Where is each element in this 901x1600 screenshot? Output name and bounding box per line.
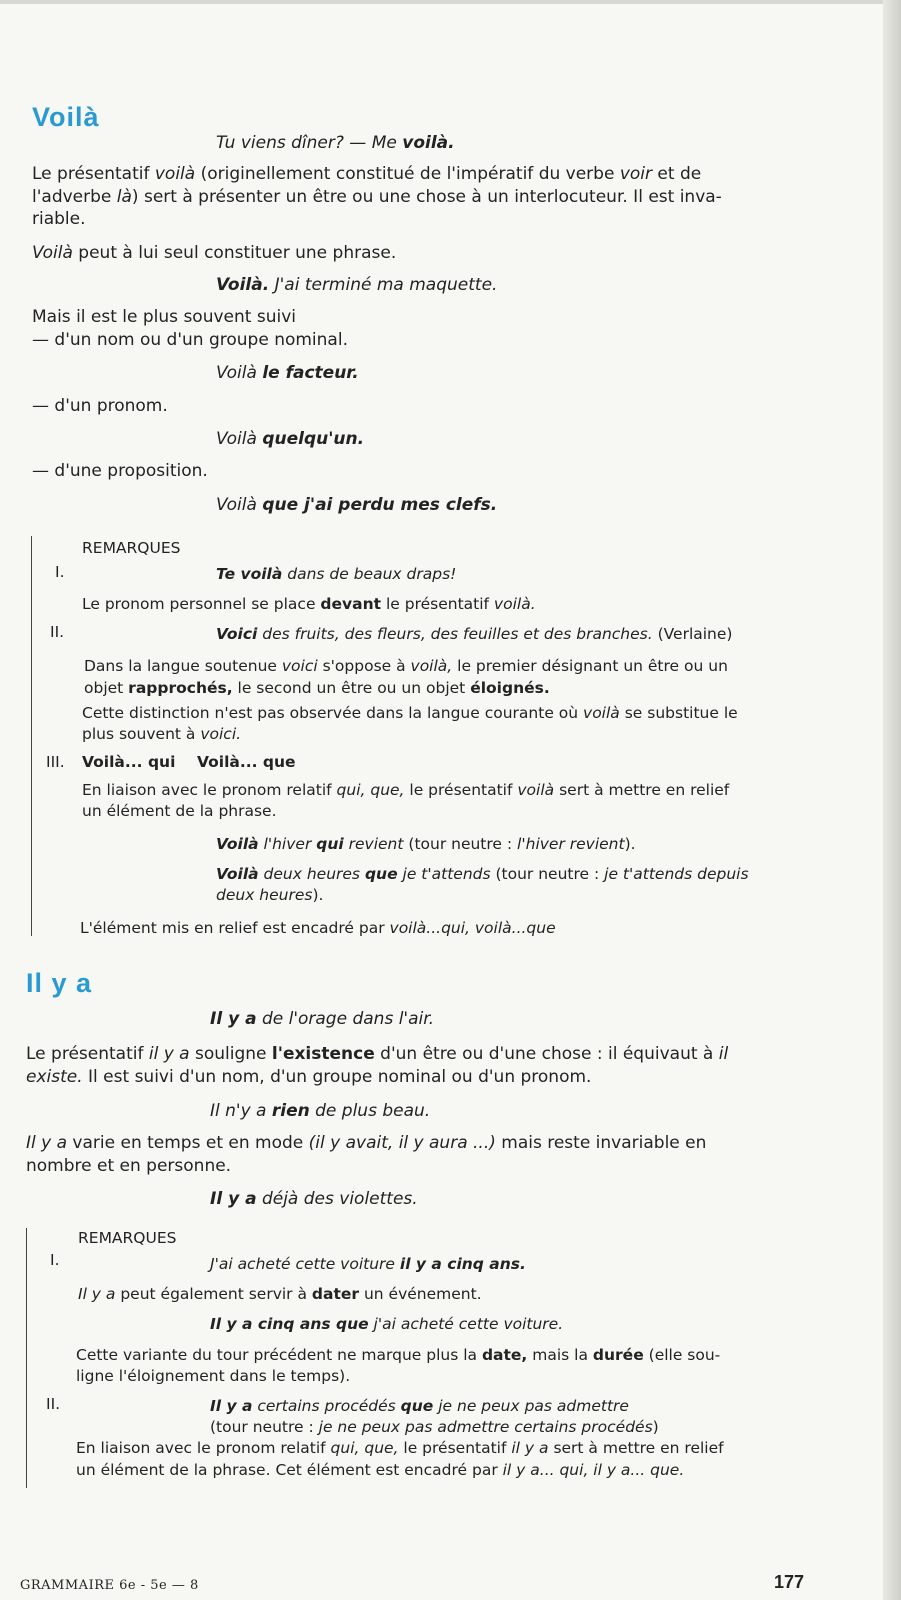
remarque-example: Il y a cinq ans que j'ai acheté cette voiture. [210,1315,564,1333]
ilya-line-1: Le présentatif il y a souligne l'existence d'un être ou d'une chose : il équivaut à il [26,1044,729,1064]
remarque-example: deux heures). [216,886,324,904]
remarques-rule-ilya [26,1228,27,1488]
remarque-number: II. [50,623,65,641]
voila-intro-line-1: Le présentatif voilà (originellement constitué de l'impératif du verbe voir et de [32,164,702,184]
remarque-text: objet rapprochés, le second un être ou un objet éloignés. [84,679,550,697]
remarque-text: Dans la langue soutenue voici s'oppose à voilà, le premier désignant un être ou un [84,657,728,675]
remarques-title-ilya: REMARQUES [78,1229,177,1247]
remarque-text: En liaison avec le pronom relatif qui, que, le présentatif il y a sert à mettre en relief [76,1439,724,1457]
section-heading-voila: Voilà [32,102,100,132]
remarque-number: II. [46,1395,61,1413]
example-ilya-violettes: Il y a déjà des violettes. [210,1189,418,1209]
remarque-text: un élément de la phrase. [82,802,277,820]
voila-item-pronom: — d'un pronom. [32,396,168,416]
remarque-example: Voilà l'hiver qui revient (tour neutre : l'hiver revient). [216,835,636,853]
remarque-text: Cette distinction n'est pas observée dans la langue courante où voilà se substitue le [82,704,738,722]
remarque-number: III. [46,753,65,771]
remarque-example: Voici des fruits, des fleurs, des feuilles et des branches. (Verlaine) [216,625,733,643]
example-ilya-rien: Il n'y a rien de plus beau. [210,1101,431,1121]
voila-phrase-line: Voilà peut à lui seul constituer une phrase. [32,243,397,263]
page-right-edge [883,0,901,1600]
voila-intro-line-3: riable. [32,209,86,229]
remarque-text: Il y a peut également servir à dater un événement. [78,1285,482,1303]
remarque-text: En liaison avec le pronom relatif qui, que, le présentatif voilà sert à mettre en relief [82,781,730,799]
ilya-line-3: Il y a varie en temps et en mode (il y avait, il y aura ...) mais reste invariable en [26,1133,707,1153]
example-ilya-main: Il y a de l'orage dans l'air. [210,1009,435,1029]
remarque-subtitle: Voilà... qui Voilà... que [82,753,296,771]
remarque-text: un élément de la phrase. Cet élément est encadré par il y a... qui, il y a... que. [76,1461,685,1479]
remarque-text: ligne l'éloignement dans le temps). [76,1367,351,1385]
remarques-title-voila: REMARQUES [82,539,181,557]
remarque-text: Le pronom personnel se place devant le présentatif voilà. [82,595,536,613]
remarque-example: Il y a certains procédés que je ne peux pas admettre [210,1397,629,1415]
example-voila-nom: Voilà le facteur. [216,363,359,383]
ilya-line-2: existe. Il est suivi d'un nom, d'un groupe nominal ou d'un pronom. [26,1067,592,1087]
page-top-edge [0,0,901,4]
voila-suivi-line: Mais il est le plus souvent suivi [32,307,296,327]
remarques-rule-voila [31,536,32,936]
remarque-example: J'ai acheté cette voiture il y a cinq ans. [210,1255,526,1273]
remarque-number: I. [50,1251,60,1269]
remarque-example: Voilà deux heures que je t'attends (tour neutre : je t'attends depuis [216,865,749,883]
example-voila-pronom: Voilà quelqu'un. [216,429,365,449]
example-voila-phrase: Voilà. J'ai terminé ma maquette. [216,275,498,295]
remarque-text: plus souvent à voici. [82,725,242,743]
voila-item-proposition: — d'une proposition. [32,461,208,481]
voila-intro-line-2: l'adverbe là) sert à présenter un être ou une chose à un interlocuteur. Il est inva- [32,187,722,207]
ilya-line-4: nombre et en personne. [26,1156,232,1176]
remarque-number: I. [55,563,65,581]
example-voila-proposition: Voilà que j'ai perdu mes clefs. [216,495,498,515]
remarque-text: L'élément mis en relief est encadré par voilà...qui, voilà...que [80,919,556,937]
remarque-example: (tour neutre : je ne peux pas admettre certains procédés) [210,1418,659,1436]
remarque-text: Cette variante du tour précédent ne marque plus la date, mais la durée (elle sou- [76,1346,721,1364]
remarque-example: Te voilà dans de beaux draps! [216,565,457,583]
section-heading-il-y-a: Il y a [26,968,93,998]
footer-book-title: GRAMMAIRE 6e - 5e — 8 [20,1578,199,1593]
voila-item-nom: — d'un nom ou d'un groupe nominal. [32,330,348,350]
page-number: 177 [774,1572,805,1592]
example-voila-main: Tu viens dîner? — Me voilà. [216,133,455,153]
